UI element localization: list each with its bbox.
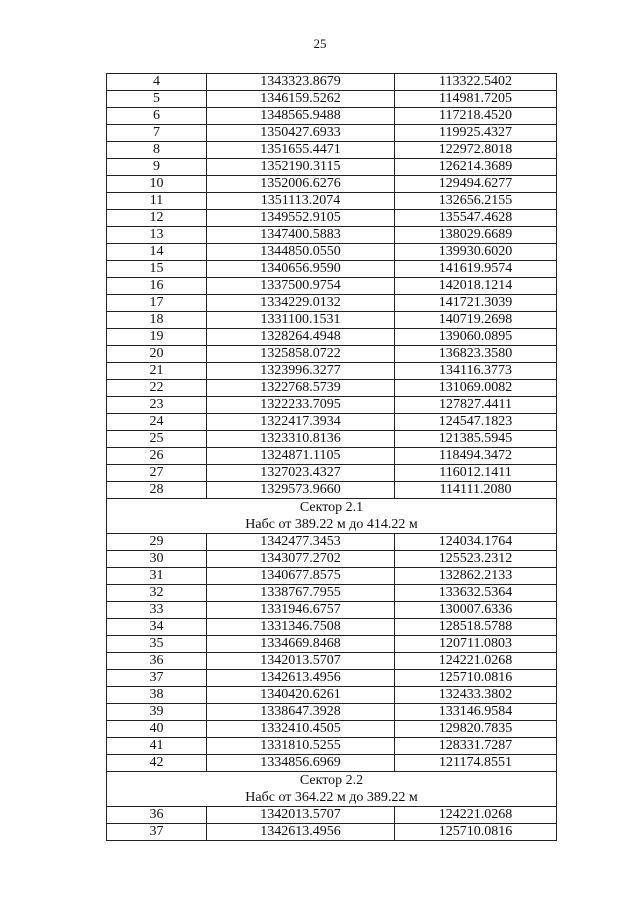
y-coordinate-cell: 134116.3773 (395, 363, 557, 380)
section-title-row (107, 499, 557, 517)
coordinates-table (106, 73, 557, 841)
y-coordinate-cell: 131069.0082 (395, 380, 557, 397)
x-coordinate-cell: 1340656.9590 (207, 261, 395, 278)
y-coordinate-cell: 132862.2133 (395, 568, 557, 585)
y-coordinate-cell: 128331.7287 (395, 738, 557, 755)
x-coordinate-cell: 1334856.6969 (207, 755, 395, 772)
point-number-cell: 21 (107, 363, 207, 380)
point-number-cell: 14 (107, 244, 207, 261)
table-row (107, 448, 557, 465)
table-row (107, 807, 557, 824)
y-coordinate-cell: 132433.3802 (395, 687, 557, 704)
table-row (107, 380, 557, 397)
point-number-cell: 26 (107, 448, 207, 465)
x-coordinate-cell: 1346159.5262 (207, 91, 395, 108)
coordinates-table-body (107, 74, 557, 841)
table-row (107, 482, 557, 499)
table-row (107, 227, 557, 244)
table-row (107, 210, 557, 227)
x-coordinate-cell: 1352190.3115 (207, 159, 395, 176)
point-number-cell: 5 (107, 91, 207, 108)
y-coordinate-cell: 142018.1214 (395, 278, 557, 295)
point-number-cell: 13 (107, 227, 207, 244)
y-coordinate-cell: 126214.3689 (395, 159, 557, 176)
point-number-cell: 28 (107, 482, 207, 499)
x-coordinate-cell: 1351113.2074 (207, 193, 395, 210)
table-row (107, 329, 557, 346)
section-range: Набс от 389.22 м до 414.22 м (107, 516, 557, 534)
y-coordinate-cell: 124034.1764 (395, 534, 557, 551)
y-coordinate-cell: 138029.6689 (395, 227, 557, 244)
y-coordinate-cell: 139930.6020 (395, 244, 557, 261)
y-coordinate-cell: 133632.5364 (395, 585, 557, 602)
y-coordinate-cell: 125710.0816 (395, 824, 557, 841)
table-row (107, 551, 557, 568)
table-row (107, 363, 557, 380)
table-row (107, 125, 557, 142)
x-coordinate-cell: 1338647.3928 (207, 704, 395, 721)
y-coordinate-cell: 124221.0268 (395, 807, 557, 824)
point-number-cell: 32 (107, 585, 207, 602)
point-number-cell: 24 (107, 414, 207, 431)
y-coordinate-cell: 127827.4411 (395, 397, 557, 414)
point-number-cell: 33 (107, 602, 207, 619)
table-row (107, 261, 557, 278)
y-coordinate-cell: 118494.3472 (395, 448, 557, 465)
y-coordinate-cell: 140719.2698 (395, 312, 557, 329)
table-row (107, 414, 557, 431)
x-coordinate-cell: 1351655.4471 (207, 142, 395, 159)
table-row (107, 602, 557, 619)
x-coordinate-cell: 1342013.5707 (207, 653, 395, 670)
x-coordinate-cell: 1340420.6261 (207, 687, 395, 704)
y-coordinate-cell: 113322.5402 (395, 74, 557, 91)
table-row (107, 159, 557, 176)
point-number-cell: 6 (107, 108, 207, 125)
table-row (107, 74, 557, 91)
x-coordinate-cell: 1334229.0132 (207, 295, 395, 312)
point-number-cell: 4 (107, 74, 207, 91)
x-coordinate-cell: 1332410.4505 (207, 721, 395, 738)
point-number-cell: 15 (107, 261, 207, 278)
x-coordinate-cell: 1331100.1531 (207, 312, 395, 329)
table-row (107, 670, 557, 687)
table-row (107, 278, 557, 295)
section-title: Сектор 2.1 (107, 499, 557, 517)
y-coordinate-cell: 139060.0895 (395, 329, 557, 346)
point-number-cell: 41 (107, 738, 207, 755)
table-row (107, 704, 557, 721)
x-coordinate-cell: 1331810.5255 (207, 738, 395, 755)
y-coordinate-cell: 128518.5788 (395, 619, 557, 636)
y-coordinate-cell: 114111.2080 (395, 482, 557, 499)
x-coordinate-cell: 1342613.4956 (207, 670, 395, 687)
y-coordinate-cell: 119925.4327 (395, 125, 557, 142)
section-title: Сектор 2.2 (107, 772, 557, 790)
table-row (107, 397, 557, 414)
point-number-cell: 7 (107, 125, 207, 142)
point-number-cell: 27 (107, 465, 207, 482)
point-number-cell: 20 (107, 346, 207, 363)
table-row (107, 312, 557, 329)
x-coordinate-cell: 1349552.9105 (207, 210, 395, 227)
x-coordinate-cell: 1329573.9660 (207, 482, 395, 499)
y-coordinate-cell: 141619.9574 (395, 261, 557, 278)
table-row (107, 108, 557, 125)
y-coordinate-cell: 117218.4520 (395, 108, 557, 125)
y-coordinate-cell: 129494.6277 (395, 176, 557, 193)
x-coordinate-cell: 1331346.7508 (207, 619, 395, 636)
table-row (107, 721, 557, 738)
y-coordinate-cell: 121385.5945 (395, 431, 557, 448)
x-coordinate-cell: 1323310.8136 (207, 431, 395, 448)
point-number-cell: 8 (107, 142, 207, 159)
point-number-cell: 19 (107, 329, 207, 346)
table-row (107, 585, 557, 602)
point-number-cell: 23 (107, 397, 207, 414)
x-coordinate-cell: 1342477.3453 (207, 534, 395, 551)
table-row (107, 244, 557, 261)
section-range: Набс от 364.22 м до 389.22 м (107, 789, 557, 807)
point-number-cell: 16 (107, 278, 207, 295)
point-number-cell: 11 (107, 193, 207, 210)
x-coordinate-cell: 1322417.3934 (207, 414, 395, 431)
x-coordinate-cell: 1322233.7095 (207, 397, 395, 414)
table-row (107, 687, 557, 704)
x-coordinate-cell: 1343077.2702 (207, 551, 395, 568)
page-number: 25 (313, 36, 327, 51)
x-coordinate-cell: 1327023.4327 (207, 465, 395, 482)
point-number-cell: 17 (107, 295, 207, 312)
table-row (107, 755, 557, 772)
y-coordinate-cell: 121174.8551 (395, 755, 557, 772)
y-coordinate-cell: 133146.9584 (395, 704, 557, 721)
y-coordinate-cell: 125710.0816 (395, 670, 557, 687)
table-row (107, 636, 557, 653)
y-coordinate-cell: 116012.1411 (395, 465, 557, 482)
point-number-cell: 22 (107, 380, 207, 397)
x-coordinate-cell: 1350427.6933 (207, 125, 395, 142)
table-row (107, 431, 557, 448)
y-coordinate-cell: 124547.1823 (395, 414, 557, 431)
point-number-cell: 36 (107, 807, 207, 824)
x-coordinate-cell: 1352006.6276 (207, 176, 395, 193)
point-number-cell: 10 (107, 176, 207, 193)
x-coordinate-cell: 1325858.0722 (207, 346, 395, 363)
point-number-cell: 40 (107, 721, 207, 738)
y-coordinate-cell: 132656.2155 (395, 193, 557, 210)
point-number-cell: 35 (107, 636, 207, 653)
x-coordinate-cell: 1342013.5707 (207, 807, 395, 824)
x-coordinate-cell: 1322768.5739 (207, 380, 395, 397)
y-coordinate-cell: 136823.3580 (395, 346, 557, 363)
y-coordinate-cell: 125523.2312 (395, 551, 557, 568)
x-coordinate-cell: 1328264.4948 (207, 329, 395, 346)
point-number-cell: 34 (107, 619, 207, 636)
point-number-cell: 37 (107, 824, 207, 841)
table-row (107, 295, 557, 312)
point-number-cell: 42 (107, 755, 207, 772)
x-coordinate-cell: 1323996.3277 (207, 363, 395, 380)
x-coordinate-cell: 1334669.8468 (207, 636, 395, 653)
x-coordinate-cell: 1348565.9488 (207, 108, 395, 125)
point-number-cell: 29 (107, 534, 207, 551)
table-row (107, 193, 557, 210)
point-number-cell: 31 (107, 568, 207, 585)
x-coordinate-cell: 1347400.5883 (207, 227, 395, 244)
point-number-cell: 9 (107, 159, 207, 176)
x-coordinate-cell: 1344850.0550 (207, 244, 395, 261)
point-number-cell: 25 (107, 431, 207, 448)
y-coordinate-cell: 120711.0803 (395, 636, 557, 653)
y-coordinate-cell: 122972.8018 (395, 142, 557, 159)
table-row (107, 653, 557, 670)
table-row (107, 738, 557, 755)
point-number-cell: 36 (107, 653, 207, 670)
table-row (107, 142, 557, 159)
y-coordinate-cell: 129820.7835 (395, 721, 557, 738)
point-number-cell: 12 (107, 210, 207, 227)
y-coordinate-cell: 124221.0268 (395, 653, 557, 670)
x-coordinate-cell: 1331946.6757 (207, 602, 395, 619)
table-row (107, 619, 557, 636)
y-coordinate-cell: 114981.7205 (395, 91, 557, 108)
x-coordinate-cell: 1338767.7955 (207, 585, 395, 602)
table-row (107, 91, 557, 108)
x-coordinate-cell: 1324871.1105 (207, 448, 395, 465)
x-coordinate-cell: 1343323.8679 (207, 74, 395, 91)
section-title-row (107, 772, 557, 790)
table-row (107, 465, 557, 482)
point-number-cell: 38 (107, 687, 207, 704)
x-coordinate-cell: 1340677.8575 (207, 568, 395, 585)
point-number-cell: 37 (107, 670, 207, 687)
table-row (107, 534, 557, 551)
table-row (107, 176, 557, 193)
table-row (107, 824, 557, 841)
y-coordinate-cell: 141721.3039 (395, 295, 557, 312)
x-coordinate-cell: 1337500.9754 (207, 278, 395, 295)
section-range-row (107, 516, 557, 534)
x-coordinate-cell: 1342613.4956 (207, 824, 395, 841)
point-number-cell: 39 (107, 704, 207, 721)
point-number-cell: 30 (107, 551, 207, 568)
y-coordinate-cell: 135547.4628 (395, 210, 557, 227)
table-row (107, 346, 557, 363)
point-number-cell: 18 (107, 312, 207, 329)
table-row (107, 568, 557, 585)
section-range-row (107, 789, 557, 807)
y-coordinate-cell: 130007.6336 (395, 602, 557, 619)
